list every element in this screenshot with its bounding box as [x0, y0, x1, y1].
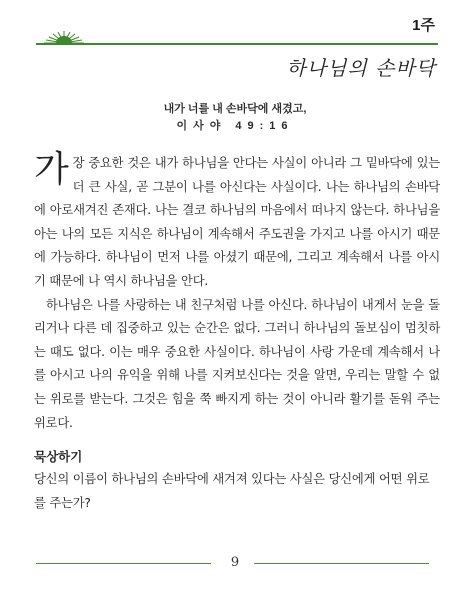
page-title: 하나님의 손바닥 — [286, 56, 436, 80]
paragraph-2: 하나님은 나를 사랑하는 내 친구처럼 나를 아신다. 하나님이 내게서 눈을 돌리거나 다른 데 집중하고 있는 순간은 없다. 그러니 하나님의 돌보심이 멈칫하는 때도 없다. 이는 매우 중요한 사실이다. 하나님이 사랑 가운데 계속해서 나를 아시고 나의 유익을 위해 나를 지켜보신다는 것을 알면, 우리는 말할 수 없는 위로를 받는다. 그것은 힘을 쭉 빠지게 하는 것이 아니라 활기를 돋워 주는 위로다. — [34, 297, 440, 430]
verse-reference: 이사야 49:16 — [176, 120, 294, 132]
header-divider — [36, 43, 438, 45]
page-number: 9 — [230, 555, 240, 570]
drop-cap: 가 — [34, 149, 69, 190]
body-text — [34, 149, 440, 435]
meditation-title: 묵상하기 — [34, 450, 83, 464]
footer-divider-right — [254, 563, 429, 564]
week-label: 1주 — [412, 17, 435, 34]
verse-text: 내가 너를 내 손바닥에 새겼고, — [163, 103, 307, 115]
paragraph-1 — [34, 149, 440, 294]
paragraph-1-text: 장 중요한 것은 내가 하나님을 안다는 사실이 아니라 그 밑바닥에 있는 더 큰 사실, 곧 그분이 나를 아신다는 사실이다. 나는 하나님의 손바닥에 아로새겨진 존재다. 나는 결코 하나님의 마음에서 떠나지 않는다. 하나님을 아는 나의 모든 지식은 하나님이 계속해서 주도권을 가지고 나를 아시기 때문에 가능하다. 하나님이 먼저 나를 아셨기 때문에, 그리고 계속해서 나를 아시기 때문에 나 역시 하나님을 안다. — [34, 156, 440, 288]
meditation-question: 당신의 이름이 하나님의 손바닥에 새겨져 있다는 사실은 당신에게 어떤 위로를 주는가? — [34, 472, 430, 510]
sun-rays-icon — [42, 30, 86, 50]
